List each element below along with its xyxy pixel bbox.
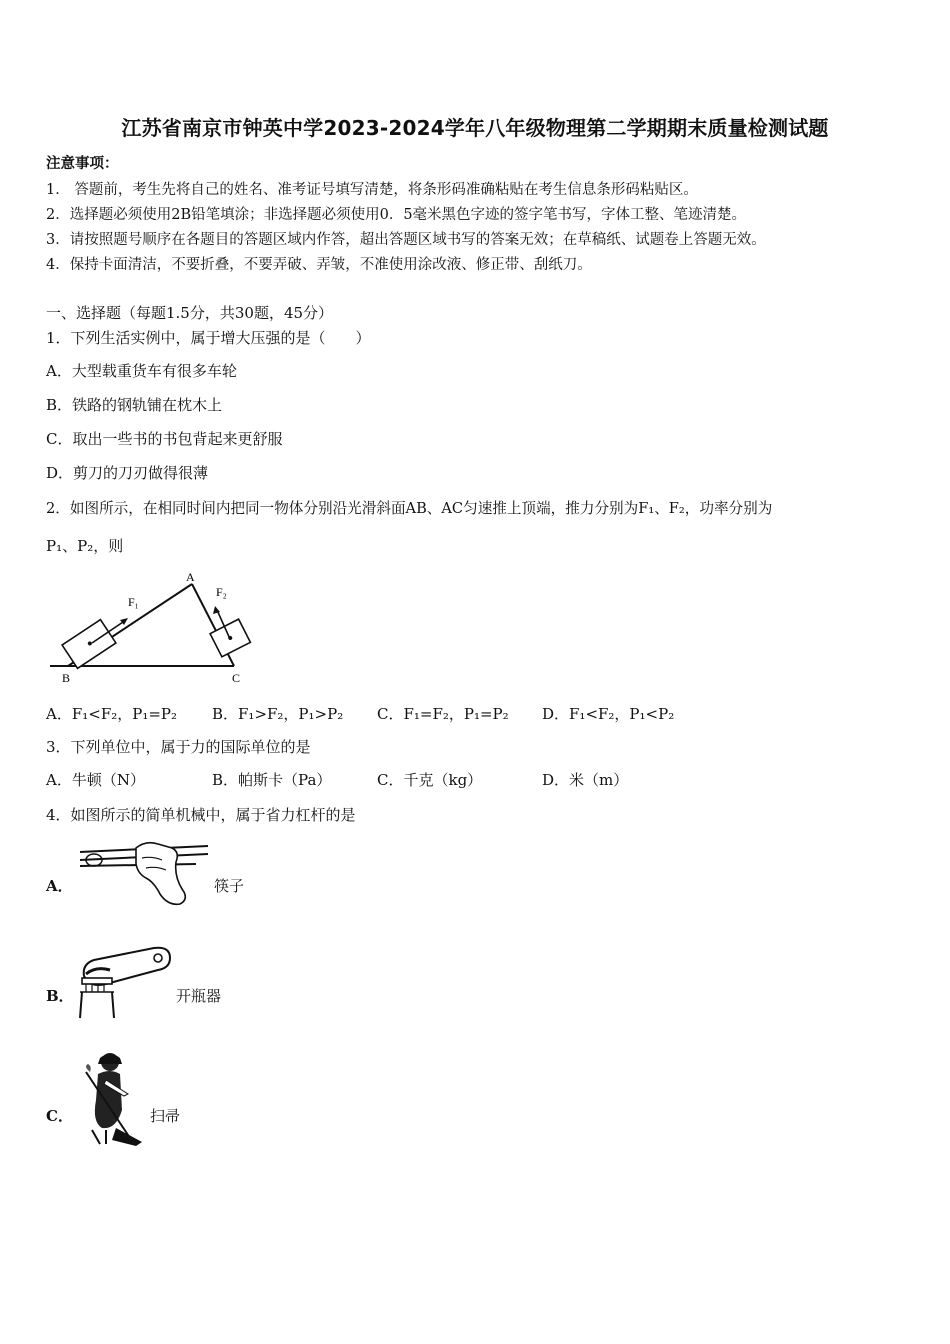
q4-option-a-caption: 筷子 xyxy=(214,877,245,895)
q2-option-a: A．F₁<F₂，P₁=P₂ xyxy=(46,705,178,723)
q2-option-b: B．F₁>F₂，P₁>P₂ xyxy=(212,705,344,723)
q1-option-d: D．剪刀的刀刃做得很薄 xyxy=(46,464,209,482)
q4-option-c-letter: C． xyxy=(46,1107,73,1125)
force-label-f2: F₂ xyxy=(216,585,227,599)
notes-heading: 注意事项： xyxy=(46,155,119,172)
vertex-label-b: B xyxy=(62,671,71,685)
page-title: 江苏省南京市钟英中学2023-2024学年八年级物理第二学期期末质量检测试题 xyxy=(121,116,829,140)
q3-stem: 3．下列单位中，属于力的国际单位的是 xyxy=(46,738,311,756)
notes-item-3: 3．请按照题号顺序在各题目的答题区域内作答，超出答题区域书写的答案无效；在草稿纸、试题卷上答题无效。 xyxy=(46,232,766,248)
vertex-label-a: A xyxy=(186,570,195,584)
q2-option-c: C．F₁=F₂，P₁=P₂ xyxy=(377,705,509,723)
notes-item-4: 4．保持卡面清洁，不要折叠，不要弄破、弄皱，不准使用涂改液、修正带、刮纸刀。 xyxy=(46,257,592,273)
q2-stem-line2: P₁、P₂，则 xyxy=(46,537,124,555)
q1-option-a: A．大型载重货车有很多车轮 xyxy=(46,362,237,380)
q1-option-b: B．铁路的钢轨铺在枕木上 xyxy=(46,396,223,414)
notes-item-2: 2．选择题必须使用2B铅笔填涂；非选择题必须使用0．5毫米黑色字迹的签字笔书写，字体工整、笔迹清楚。 xyxy=(46,207,747,223)
q4-option-b-letter: B． xyxy=(46,987,74,1005)
incline-diagram xyxy=(44,568,264,688)
q4-stem: 4．如图所示的简单机械中，属于省力杠杆的是 xyxy=(46,806,356,824)
chopsticks-icon xyxy=(76,838,212,910)
q2-option-d: D．F₁<F₂，P₁<P₂ xyxy=(542,705,675,723)
notes-item-1: 1． 答题前，考生先将自己的姓名、准考证号填写清楚，将条形码准确粘贴在考生信息条形码粘贴区。 xyxy=(46,182,698,198)
vertex-label-c: C xyxy=(232,671,241,685)
broom-icon xyxy=(76,1050,146,1146)
q4-option-b-caption: 开瓶器 xyxy=(176,987,222,1005)
q1-option-c: C．取出一些书的书包背起来更舒服 xyxy=(46,430,283,448)
q3-option-b: B．帕斯卡（Pa） xyxy=(212,771,332,789)
bottle-opener-icon xyxy=(74,944,174,1020)
q3-option-a: A．牛顿（N） xyxy=(46,771,145,789)
q1-stem: 1．下列生活实例中，属于增大压强的是（ ） xyxy=(46,329,371,347)
q4-option-a-letter: A． xyxy=(46,877,73,895)
force-label-f1: F₁ xyxy=(128,595,139,609)
q3-option-d: D．米（m） xyxy=(542,771,629,789)
q2-stem-line1: 2．如图所示，在相同时间内把同一物体分别沿光滑斜面AB、AC匀速推上顶端，推力分别为F₁、F₂，功率分别为 xyxy=(46,500,773,517)
q4-option-c-caption: 扫帚 xyxy=(150,1107,181,1125)
section-heading: 一、选择题（每题1.5分，共30题，45分） xyxy=(46,304,334,322)
q3-option-c: C．千克（kg） xyxy=(377,771,483,789)
